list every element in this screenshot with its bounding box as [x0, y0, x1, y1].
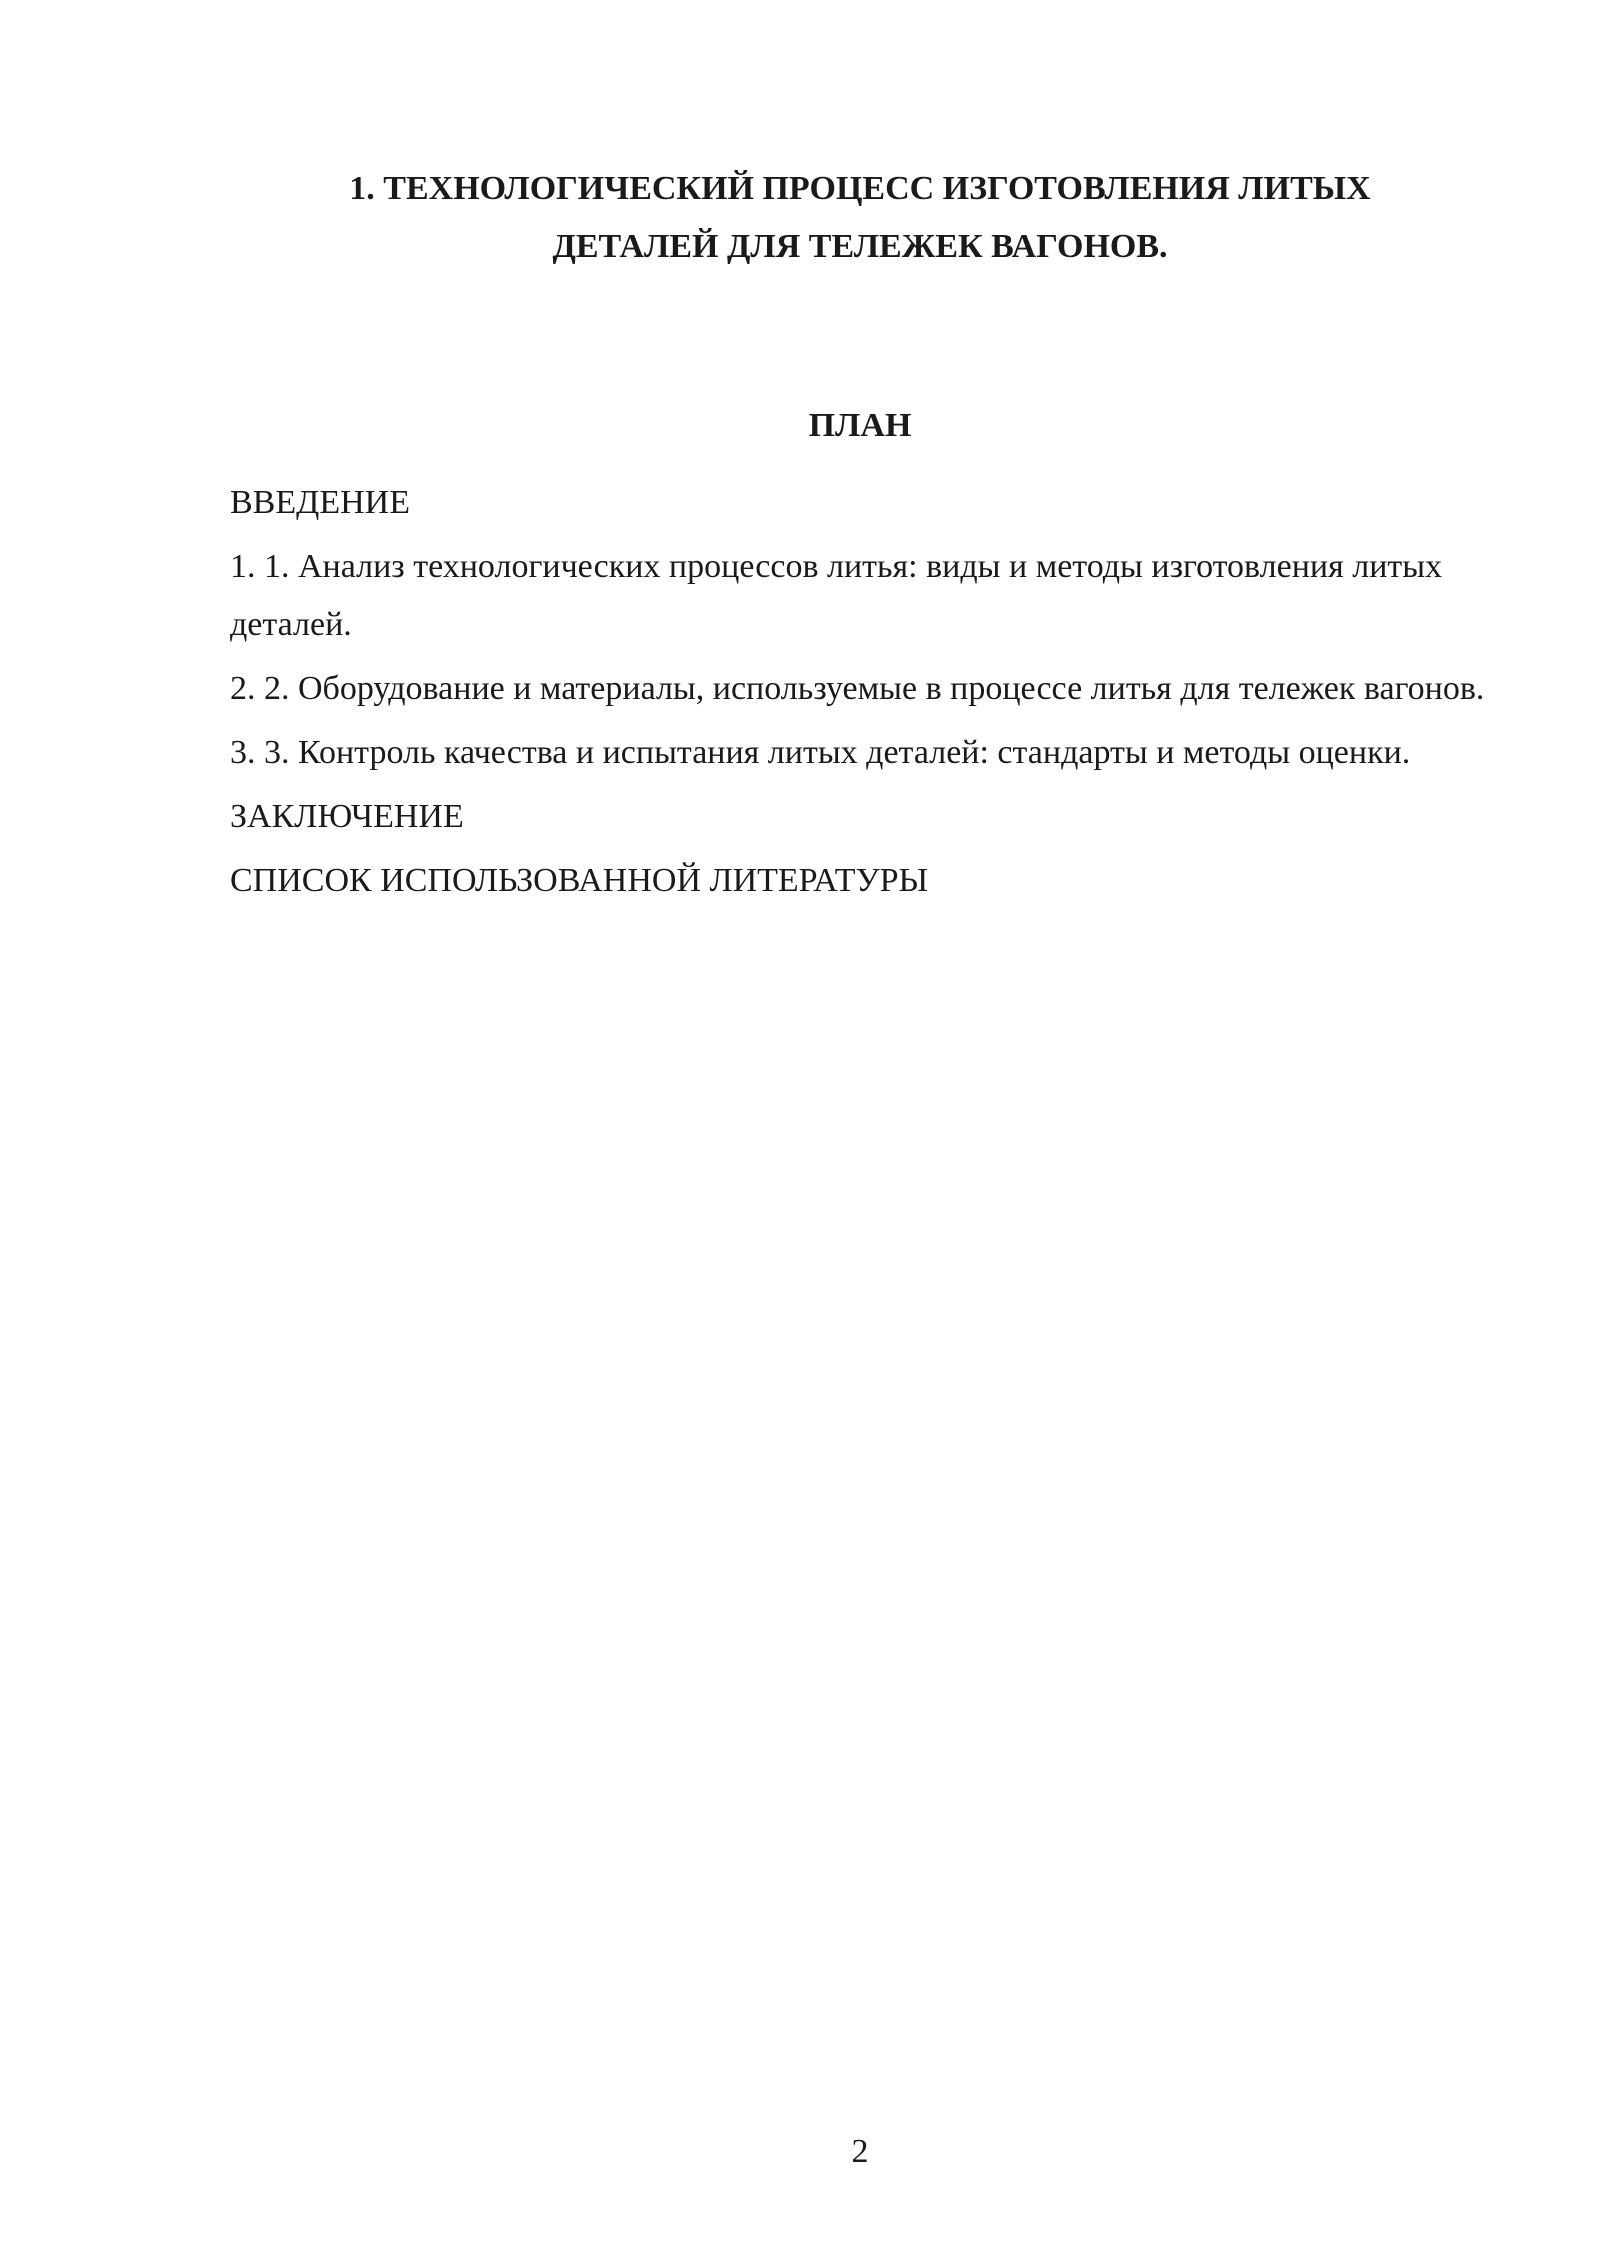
plan-heading: ПЛАН: [808, 407, 912, 444]
plan-list: [230, 474, 1498, 916]
page-number: 2: [851, 2133, 869, 2170]
plan-item-chapter-2: 2. 2. Оборудование и материалы, используемые в процессе литья для тележек вагонов.: [230, 670, 1485, 707]
plan-item-bibliography: СПИСОК ИСПОЛЬЗОВАННОЙ ЛИТЕРАТУРЫ: [230, 862, 929, 899]
plan-item-conclusion: ЗАКЛЮЧЕНИЕ: [230, 798, 464, 835]
plan-item-chapter-3: 3. 3. Контроль качества и испытания литых деталей: стандарты и методы оценки.: [230, 734, 1411, 771]
plan-item-chapter-1: 1. 1. Анализ технологических процессов литья: виды и методы изготовления литых деталей.: [230, 548, 1443, 643]
plan-item-introduction: ВВЕДЕНИЕ: [230, 484, 410, 521]
document-title-line-1: 1. ТЕХНОЛОГИЧЕСКИЙ ПРОЦЕСС ИЗГОТОВЛЕНИЯ ЛИТЫХ: [349, 170, 1371, 207]
document-title-line-2: ДЕТАЛЕЙ ДЛЯ ТЕЛЕЖЕК ВАГОНОВ.: [552, 228, 1168, 265]
document-title: [230, 160, 1490, 276]
